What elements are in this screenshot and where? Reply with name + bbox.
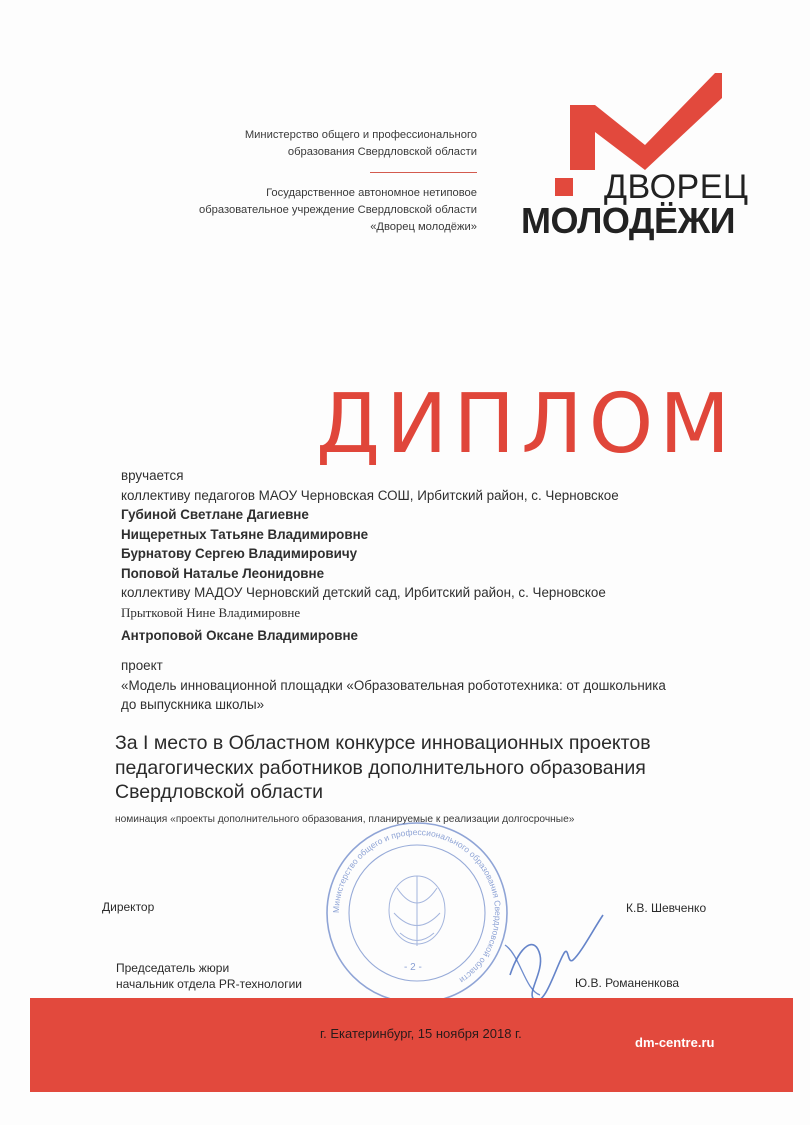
logo-word-dvorets: ДВОРЕЦ [604, 168, 749, 206]
logo-word-molodezhi: МОЛОДЁЖИ [521, 200, 736, 241]
project-title-line: «Модель инновационной площадки «Образовательная робототехника: от дошкольника [121, 677, 666, 693]
recipient-name-typed: Прытковой Нине Владимировне [121, 604, 301, 620]
city-date: г. Екатеринбург, 15 ноября 2018 г. [320, 1026, 522, 1041]
intro-text: вручается [121, 468, 184, 483]
ministry-name: Министерство общего и профессионального образования Свердловской области [244, 129, 477, 158]
project-title-line: до выпускника школы» [121, 697, 265, 712]
svg-text:Министерство общего и професси: Министерство общего и профессионального образования Свердловской области [330, 826, 504, 986]
svg-text:- 2 -: - 2 - [404, 962, 422, 973]
recipient-name: Поповой Наталье Леонидовне [121, 565, 325, 581]
recipient-name: Губиной Светлане Дагиевне [121, 507, 309, 522]
group-2: коллективу МАДОУ Черновский детский сад, Ирбитский район, с. Черновское [121, 585, 606, 600]
recipients-block [121, 466, 619, 646]
director-name: К.В. Шевченко [626, 901, 707, 915]
project-block [121, 656, 666, 715]
header-divider [370, 172, 477, 173]
nomination-text: номинация «проекты дополнительного образования, планируемые к реализации долгосрочные» [115, 814, 575, 825]
institution-name: Государственное автономное нетиповое образовательное учреждение Свердловской области «Дворец молодёжи» [199, 187, 477, 233]
recipient-name: Бурнатову Сергею Владимировичу [121, 546, 358, 561]
award-text: За I место в Областном конкурсе инновационных проектов педагогических работников дополнительного образования Свердловской области [115, 732, 651, 803]
official-stamp-icon [322, 818, 512, 1008]
website-link: dm-centre.ru [635, 1035, 715, 1050]
recipient-name: Антроповой Оксане Владимировне [121, 628, 359, 643]
jury-chair-name: Ю.В. Романенкова [575, 976, 680, 990]
director-title: Директор [102, 900, 155, 914]
group-1: коллективу педагогов МАОУ Черновская СОШ, Ирбитский район, с. Черновское [121, 487, 619, 503]
project-label: проект [121, 658, 163, 673]
recipient-name: Нищеретных Татьяне Владимировне [121, 526, 369, 542]
diploma-title: ДИПЛОМ [316, 377, 737, 472]
jury-chair-title: Председатель жюри начальник отдела PR-технологии [116, 961, 302, 991]
